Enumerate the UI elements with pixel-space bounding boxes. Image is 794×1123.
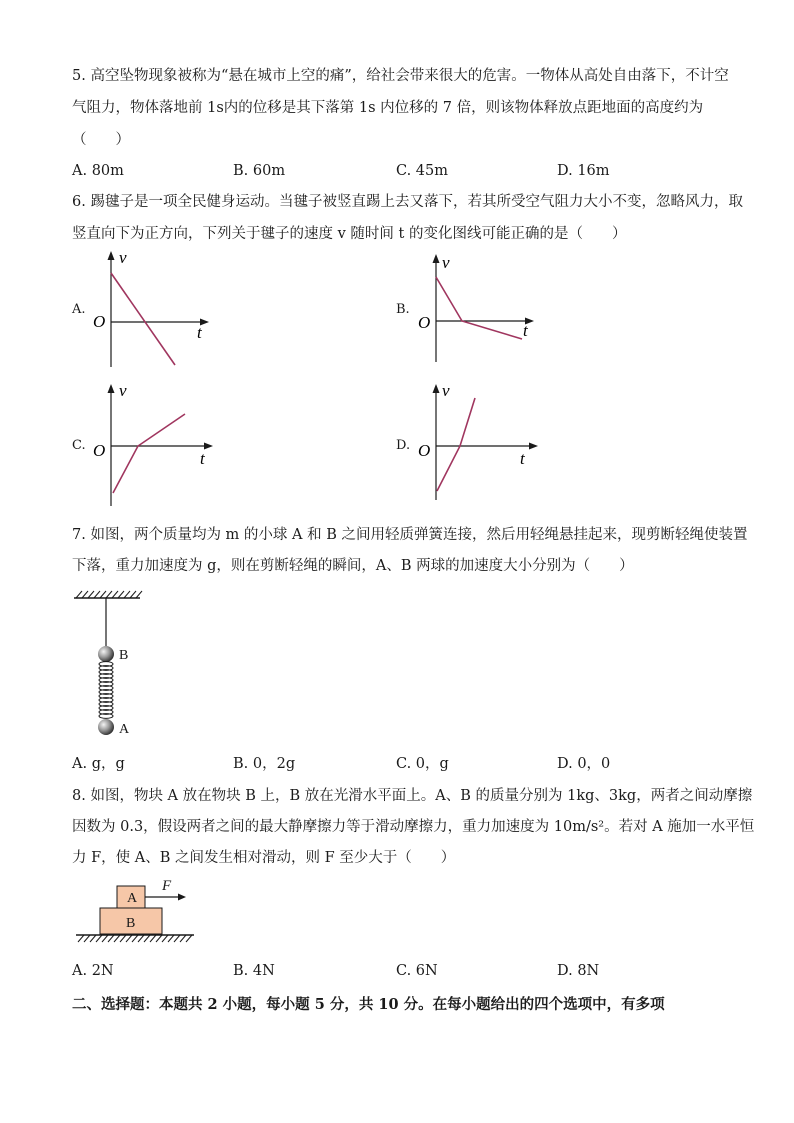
ball-a bbox=[98, 719, 114, 735]
q5-option-a: A. 80m bbox=[72, 163, 124, 179]
ball-a-label: A bbox=[119, 722, 130, 737]
q7-option-a: A. g，g bbox=[72, 756, 125, 772]
graph-b-label: B. bbox=[396, 302, 410, 317]
graph-a-v-label: v bbox=[119, 248, 127, 267]
q8-stem-line2: 因数为 0.3，假设两者之间的最大静摩擦力等于滑动摩擦力，重力加速度为 10m/s²。若对 A 施加一水平恒 bbox=[72, 819, 755, 835]
q5-option-b: B. 60m bbox=[233, 163, 286, 179]
graph-a-label: A. bbox=[72, 302, 86, 317]
graph-c-label: C. bbox=[72, 438, 86, 453]
graph-a-t-label: t bbox=[197, 323, 202, 342]
q7-stem-line2: 下落，重力加速度为 g，则在剪断轻绳的瞬间，A、B 两球的加速度大小分别为（ ） bbox=[72, 558, 634, 574]
spring bbox=[99, 662, 113, 719]
ground-hatch bbox=[78, 935, 192, 942]
graph-d-label: D. bbox=[396, 438, 411, 453]
graph-d-t-label: t bbox=[520, 449, 525, 468]
spring-ball-diagram bbox=[72, 588, 162, 738]
graph-c-v-label: v bbox=[119, 381, 127, 400]
graph-d-curve bbox=[437, 398, 475, 491]
q6-stem-line2: 竖直向下为正方向，下列关于毽子的速度 v 随时间 t 的变化图线可能正确的是（ ） bbox=[72, 226, 627, 242]
graph-c-curve bbox=[113, 414, 185, 493]
q8-option-b: B. 4N bbox=[233, 963, 275, 979]
q8-option-a: A. 2N bbox=[72, 963, 114, 979]
graph-c-t-label: t bbox=[200, 449, 205, 468]
q5-option-c: C. 45m bbox=[396, 163, 448, 179]
ball-b-label: B bbox=[119, 648, 129, 663]
graph-b-curve bbox=[436, 277, 522, 339]
q7-stem-line1: 7. 如图，两个质量均为 m 的小球 A 和 B 之间用轻质弹簧连接，然后用轻绳悬挂起来，现剪断轻绳使装置 bbox=[72, 527, 748, 543]
graph-a bbox=[85, 245, 225, 375]
q5-stem-line2: 气阻力，物体落地前 1s内的位移是其下落第 1s 内位移的 7 倍，则该物体释放点距地面的高度约为 bbox=[72, 100, 704, 116]
q5-option-d: D. 16m bbox=[557, 163, 610, 179]
graph-d-origin: O bbox=[418, 441, 431, 460]
ball-b bbox=[98, 646, 114, 662]
block-diagram bbox=[72, 876, 202, 948]
graph-a-origin: O bbox=[93, 312, 106, 331]
q8-option-c: C. 6N bbox=[396, 963, 438, 979]
graph-b-origin: O bbox=[418, 313, 431, 332]
q5-stem-line1: 5. 高空坠物现象被称为“悬在城市上空的痛”，给社会带来很大的危害。一物体从高处自由落下，不计空 bbox=[72, 68, 729, 84]
q5-stem-line3: （ ） bbox=[72, 132, 130, 148]
force-label: F bbox=[162, 878, 172, 894]
ceiling-hatch bbox=[76, 591, 142, 598]
q7-option-d: D. 0，0 bbox=[557, 756, 611, 772]
graph-c bbox=[85, 378, 225, 508]
graph-d bbox=[410, 378, 550, 508]
q7-option-b: B. 0，2g bbox=[233, 756, 296, 772]
q8-stem-line3: 力 F，使 A、B 之间发生相对滑动，则 F 至少大于（ ） bbox=[72, 850, 456, 866]
graph-d-v-label: v bbox=[442, 381, 450, 400]
q6-stem-line1: 6. 踢毽子是一项全民健身运动。当毽子被竖直踢上去又落下，若其所受空气阻力大小不变，忽略风力，取 bbox=[72, 194, 743, 210]
q7-option-c: C. 0，g bbox=[396, 756, 449, 772]
q8-option-d: D. 8N bbox=[557, 963, 600, 979]
block-b-label: B bbox=[126, 916, 136, 931]
graph-b-v-label: v bbox=[442, 253, 450, 272]
graph-a-curve bbox=[111, 273, 175, 365]
graph-c-origin: O bbox=[93, 441, 106, 460]
section-2-heading: 二、选择题：本题共 2 小题，每小题 5 分，共 10 分。在每小题给出的四个选项中，有多项 bbox=[72, 996, 665, 1013]
graph-b bbox=[410, 250, 550, 370]
q8-stem-line1: 8. 如图，物块 A 放在物块 B 上，B 放在光滑水平面上。A、B 的质量分别为 1kg、3kg，两者之间动摩擦 bbox=[72, 788, 753, 804]
block-a-label: A bbox=[127, 891, 138, 906]
graph-b-t-label: t bbox=[523, 321, 528, 340]
